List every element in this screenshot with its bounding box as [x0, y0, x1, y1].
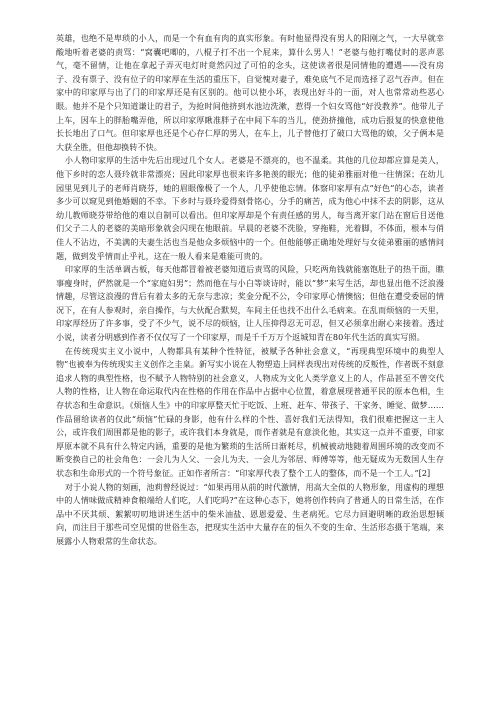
paragraph-1: 英雄，也绝不是卑琐的小人，而是一个有血有肉的真实形象。有时他显得没有男人的阳刚之气，一大早就幸酸地听着老婆的责骂：“窝囊吧唧的，八棍子打不出一个屁来，算什么男人！”老婆与他打嘴仗时的恶声恶气，毫不留情，让他在拿起子弄灭电灯时竟然闪过了可怕的念头，这使读者很是同情他的遭遇——没有房子、没有票子、没有位子的印家厚在生活的重压下，自觉愧对妻子，难免底气不足而选择了忍气吞声。但在家中的印家厚与出了门的印家厚还是有区别的。他可以使小坏，表现出好斗的一面，对人也常常动些恶心眼。他并不是个只知道谦让的君子，为抢时间他挤到水池边洗漱，惹得一个妇女骂他“好没教养”。他带儿子上车，因车上的胖胎嘴弄他，所以印家厚瞅准胖子在中间下车的当儿，使劲挤撞他，成功后报复的快意使他长长地出了口气。但印家厚也还是个心存仁厚的男人，在车上，儿子替他打了破口大骂他的娘，父子俩本是大获全胜，但他却换转不快。 — [56, 33, 444, 152]
paragraph-4: 在传统现实主义小说中，人物都具有某种个性特征，被赋予各种社会意义，“再现典型环境中的典型人物”也被奉为传统现实主义创作之圭臬。新写实小说在人物塑造上同样表现出对传统的反叛性，作者既不刻意追求人物的典型性格，也不赋予人物特别的社会意义，人物成为文化人类学意义上的人，作品甚至不曾交代人物的性格，让人物在命运取代内在性格的作用在作品中占据中心位置，着意展现普通平民的原本色相，生存状态和生命意识。《烦恼人生》中的印家厚整天忙于吃饭、上班、赶车、带孩子、干家务、睡觉、做梦……作品留给读者的仅此“烦恼”忙碌的身影，他有什么样的个性、喜好我们无法得知，我们很难把握这一主人公，或许我们周围都是他的影子，或许我们本身就是，而作者就是有意淡化他，其实这一点并不重要，印家厚原本就不具有什么特定内涵，重要的是他为繁琐的生活所日渐耗尽，机械被动地随着周围环境的改变而不断变换自己的社会角色：一会儿为人父、一会儿为夫、一会儿为邻居、师傅等等，他无疑成为无数国人生存状态和生命形式的一个符号象征。正如作者所言：“印家厚代表了整个工人的整体，而不是一个工人。”[2] — [56, 345, 444, 478]
paragraph-3: 印家厚的生活单调古板，每天他都冒着被老婆知道后责骂的风险，只吃两角钱就能塞饱肚子的热干面，瞧事瘦身时，俨然就是一个“家庭妇男”；然而他在与小白等谈诗时，能以“梦”来写生活，却也显出他不泛浪漫情趣，尽管这浪漫的背后有着太多的无奈与悲凉；奖金分配不公，令印家厚心情懊恼；但他在遭受委屈的情况下，在有人参观时，亲自操作，与大伙配合默契，车间主任也找不出什么毛病来。在乱而烦恼的一天里，印家厚经历了许多事，受了不少气，说不尽的烦恼，让人压抑得忍无可忍，但又必须拿出耐心来接着。透过小说，读者分明感到作者不仅仅写了一个印家厚，而是千千万万个返城知青在80年代生活的真实写照。 — [56, 264, 444, 343]
paragraph-2: 小人物印家厚的生活中先后出现过几个女人。老婆是不漂亮的，也不温柔。其他的几位却都应算是美人，他下乡时的恋人聂玲就非常漂亮；因此印家厚也很来许多艳羡的眼光；他的徒弟雅丽对他一往情深；在幼儿园里见到儿子的老师肖晓芬，她的眉眼像极了一个人，几乎使他忘情。体察印家厚有点“好色”的心态，读者多少可以窥见到他婚姻的不幸。下乡时与聂玲爱得刻骨铭心，分手的痛苦，成为他心中抹不去的阴影，这从幼儿教师晓芬带给他的难以自制可以看出。但印家厚却是个有责任感的男人，每当离开家门站在窗后目送他们父子二人的老婆的美暗形象就会闪现在他眼前。早晨的老婆不洗脸，穿拖鞋，光着脚，不体面，根本与俏佳人不沾边，不美满的夫妻生活也当是他众多烦恼中的一个。但他能够正确地处理好与女徒弟雅丽的感情问题，做到发乎情而止乎礼，这在一般人看来是难能可贵的。 — [56, 155, 444, 261]
paragraph-5: 对于小说人物的刻画，池莉曾经说过：“如果再用从前的时代激情，用高大全似的人物形象，用虚构的理想中的人情味做成精神食粮端给人们吃，人们吃吗?”在这种心态下，她将创作转向了普通人的日常生活，在作品中不厌其烦、絮絮叨叨地讲述生活中的柴米油盐、恩恩爱爱、生老病死。它尽力回避明晰的政治思想倾向，而注目于那些司空见惯的世俗生态，把现实生活中大量存在的恒久不变的生命、生活形态摄于笔端，来展露小人物艰常的生命状态。 — [56, 481, 444, 546]
